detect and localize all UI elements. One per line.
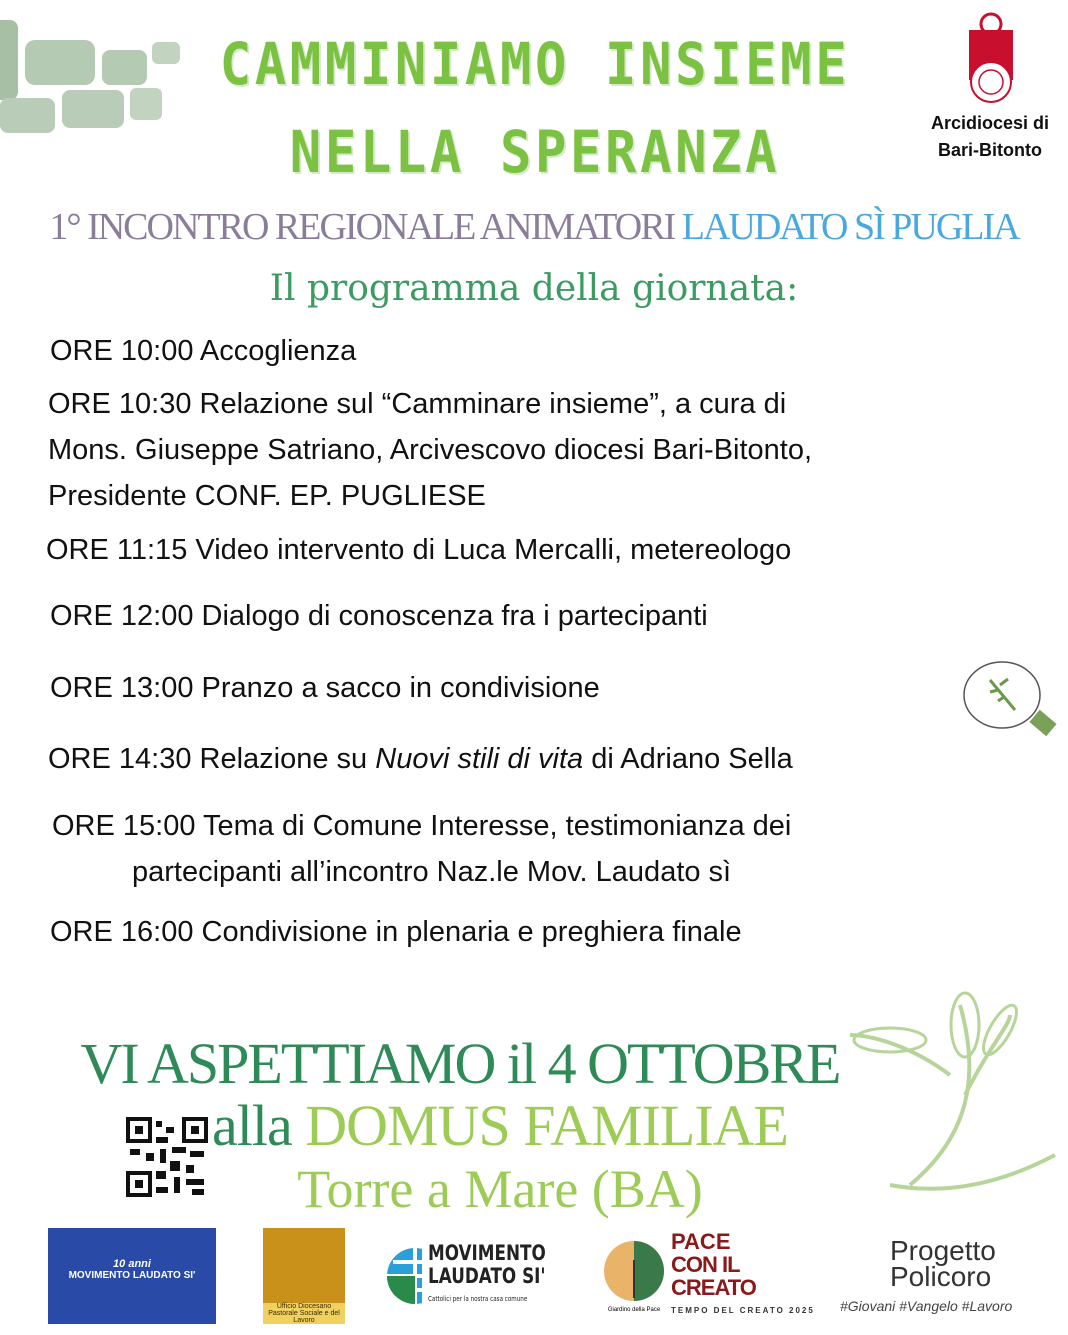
logo-text: Ufficio Diocesano Pastorale Sociale e del Lavoro	[263, 1303, 345, 1324]
program-heading: Il programma della giornata:	[269, 268, 799, 309]
logo-text: Policoro	[890, 1261, 992, 1292]
venue-prefix: alla	[212, 1093, 306, 1158]
logo-progetto-policoro	[840, 1228, 1040, 1324]
logo-movimento-laudato-si	[385, 1228, 575, 1324]
talk-title: Nuovi stili di vita	[375, 743, 584, 775]
logo-hashtags: #Giovani #Vangelo #Lavoro	[840, 1298, 1013, 1314]
logo-text: 10 anni	[113, 1258, 151, 1270]
stones-decoration	[0, 10, 185, 140]
schedule-item: ORE 13:00 Pranzo a sacco in condivisione	[50, 672, 600, 704]
title-line-2: NELLA SPERANZA	[289, 118, 781, 186]
schedule-item: ORE 12:00 Dialogo di conoscenza fra i partecipanti	[50, 600, 708, 632]
logo-pace-con-il-creato	[603, 1228, 828, 1324]
logo-text: Giardino della Pace	[607, 1306, 661, 1313]
logo-text: CON IL CREATO	[671, 1252, 756, 1300]
logo-text: Cattolici per la nostra casa comune	[427, 1294, 528, 1303]
subtitle-main: 1° INCONTRO REGIONALE ANIMATORI	[49, 206, 682, 248]
logo-text: MOVIMENTO LAUDATO SI'	[68, 1270, 196, 1281]
diocese-name: Arcidiocesi di	[930, 113, 1050, 133]
globe-icon	[385, 1246, 422, 1306]
diocese-name-2: Bari-Bitonto	[938, 140, 1042, 160]
schedule-line: partecipanti all’incontro Naz.le Mov. Laudato sì	[132, 856, 732, 888]
logo-text: LAUDATO SI'	[427, 1263, 546, 1288]
logo-pastorale-sociale	[263, 1228, 345, 1324]
schedule-item: ORE 16:00 Condivisione in plenaria e preghiera finale	[50, 916, 742, 948]
title-line-1: CAMMINIAMO INSIEME	[219, 30, 851, 98]
footer-location: Torre a Mare (BA)	[297, 1159, 703, 1219]
lightbulb-icon	[960, 655, 1065, 750]
venue-name: DOMUS FAMILIAE	[305, 1093, 788, 1158]
subtitle-highlight: LAUDATO SÌ PUGLIA	[681, 206, 1019, 248]
schedule-line: ORE 15:00 Tema di Comune Interesse, testimonianza dei	[52, 810, 792, 842]
schedule-text: di Adriano Sella	[583, 743, 793, 775]
schedule-item	[48, 736, 793, 782]
logo-text: TEMPO DEL CREATO 2025	[671, 1306, 815, 1315]
schedule-line: Presidente CONF. EP. PUGLIESE	[48, 480, 486, 512]
schedule-item: ORE 10:00 Accoglienza	[50, 335, 357, 367]
schedule-line: Mons. Giuseppe Satriano, Arcivescovo diocesi Bari-Bitonto,	[48, 434, 813, 466]
schedule-item	[48, 381, 812, 519]
schedule-item	[52, 803, 791, 895]
qr-code[interactable]	[126, 1117, 208, 1197]
logo-text: Progetto	[890, 1235, 996, 1266]
logo-text: PACE	[671, 1229, 731, 1254]
tree-icon	[603, 1240, 665, 1302]
subtitle	[0, 205, 1068, 249]
schedule-text: ORE 14:30 Relazione su	[48, 743, 376, 775]
logo-10-anni-movimento-laudato-si	[48, 1228, 216, 1324]
logo-text: MOVIMENTO	[427, 1240, 546, 1265]
schedule-line: ORE 10:30 Relazione sul “Camminare insieme”, a cura di	[48, 388, 787, 420]
footer-date: VI ASPETTIAMO il 4 OTTOBRE	[80, 1031, 840, 1096]
diocese-seal-icon	[965, 10, 1017, 105]
schedule-item: ORE 11:15 Video intervento di Luca Mercalli, metereologo	[46, 534, 792, 566]
